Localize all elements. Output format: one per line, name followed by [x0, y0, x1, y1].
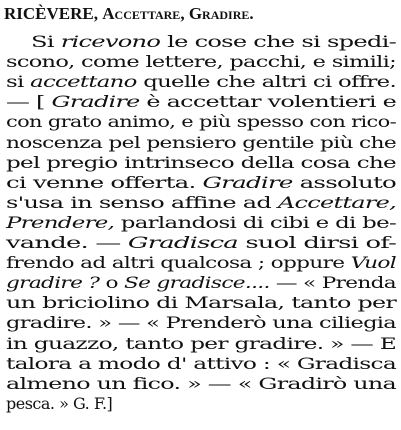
text-line — [6, 293, 396, 313]
text-run: un briciolino di Marsala, tanto per — [6, 293, 396, 313]
text-line — [6, 133, 396, 153]
text-run: in guazzo, tanto per gradire. » — E — [6, 333, 396, 353]
text-run: talora a modo d' attivo : « Gradisca — [6, 353, 396, 373]
heading-word-accettare: Accettare, — [102, 4, 185, 23]
text-line — [6, 233, 396, 253]
text-run: vande. — — [6, 233, 128, 252]
text-line — [6, 72, 396, 92]
heading-word-ricevere: RICÈVERE, — [4, 4, 98, 23]
text-line — [6, 213, 396, 233]
text-run: s'usa in senso affine ad — [6, 192, 278, 212]
italic-term: Se gradisce.... — [124, 273, 270, 293]
text-line — [6, 273, 396, 293]
italic-term: Gradisca — [127, 233, 238, 252]
text-run: pel pregio intrinseco della cosa che — [6, 152, 396, 172]
text-run: scono, come lettere, pacchi, e simili; — [6, 52, 396, 72]
text-run: suol dirsi of- — [237, 233, 396, 252]
text-run: ci venne offerta. — [6, 172, 203, 192]
italic-term: Gradire — [202, 172, 293, 192]
text-run: noscenza pel pensiero gentile più che — [6, 132, 396, 152]
text-run: pesca. » G. F.] — [6, 393, 113, 413]
italic-term: gradire ? — [6, 273, 100, 293]
italic-term: ricevono — [60, 32, 161, 51]
text-line — [31, 32, 396, 52]
italic-term: Accettare, — [277, 192, 396, 212]
text-line — [6, 394, 112, 414]
text-run: assoluto — [292, 172, 396, 192]
text-line — [6, 52, 396, 72]
text-line — [6, 193, 396, 213]
text-run: Si — [31, 32, 61, 51]
text-run: gradire. » — « Prenderò una ciliegia — [6, 313, 396, 333]
text-line — [6, 92, 396, 112]
italic-term: Prendere, — [6, 212, 115, 232]
text-run: le cose che si spedi- — [160, 32, 396, 51]
text-run: frendo ad altri qualcosa ; oppure — [6, 253, 351, 273]
text-line — [6, 374, 396, 394]
text-run: — [ — [6, 92, 52, 112]
text-run: o — [99, 273, 125, 293]
heading-word-gradire: Gradire. — [188, 4, 254, 23]
italic-term: Gradire — [51, 92, 140, 112]
text-line — [6, 153, 396, 173]
text-line — [6, 173, 396, 193]
text-line — [6, 253, 396, 273]
text-run: con grato animo, e più spesso con rico- — [6, 112, 397, 132]
entry-heading — [4, 3, 254, 25]
text-line — [6, 112, 396, 132]
italic-term: accettano — [30, 72, 137, 92]
text-run: — « Prenda — [269, 273, 397, 293]
text-line — [6, 354, 396, 374]
text-line — [6, 334, 396, 354]
text-run: è accettar volentieri e — [139, 92, 397, 112]
text-run: si — [6, 72, 31, 92]
text-line — [6, 313, 396, 333]
italic-term: Vuol — [350, 253, 396, 273]
text-run: almeno un fico. » — « Gradirò una — [6, 373, 396, 393]
text-run: parlandosi di cibi e di be- — [114, 212, 396, 232]
text-run: quelle che altri ci offre. — [136, 72, 396, 92]
